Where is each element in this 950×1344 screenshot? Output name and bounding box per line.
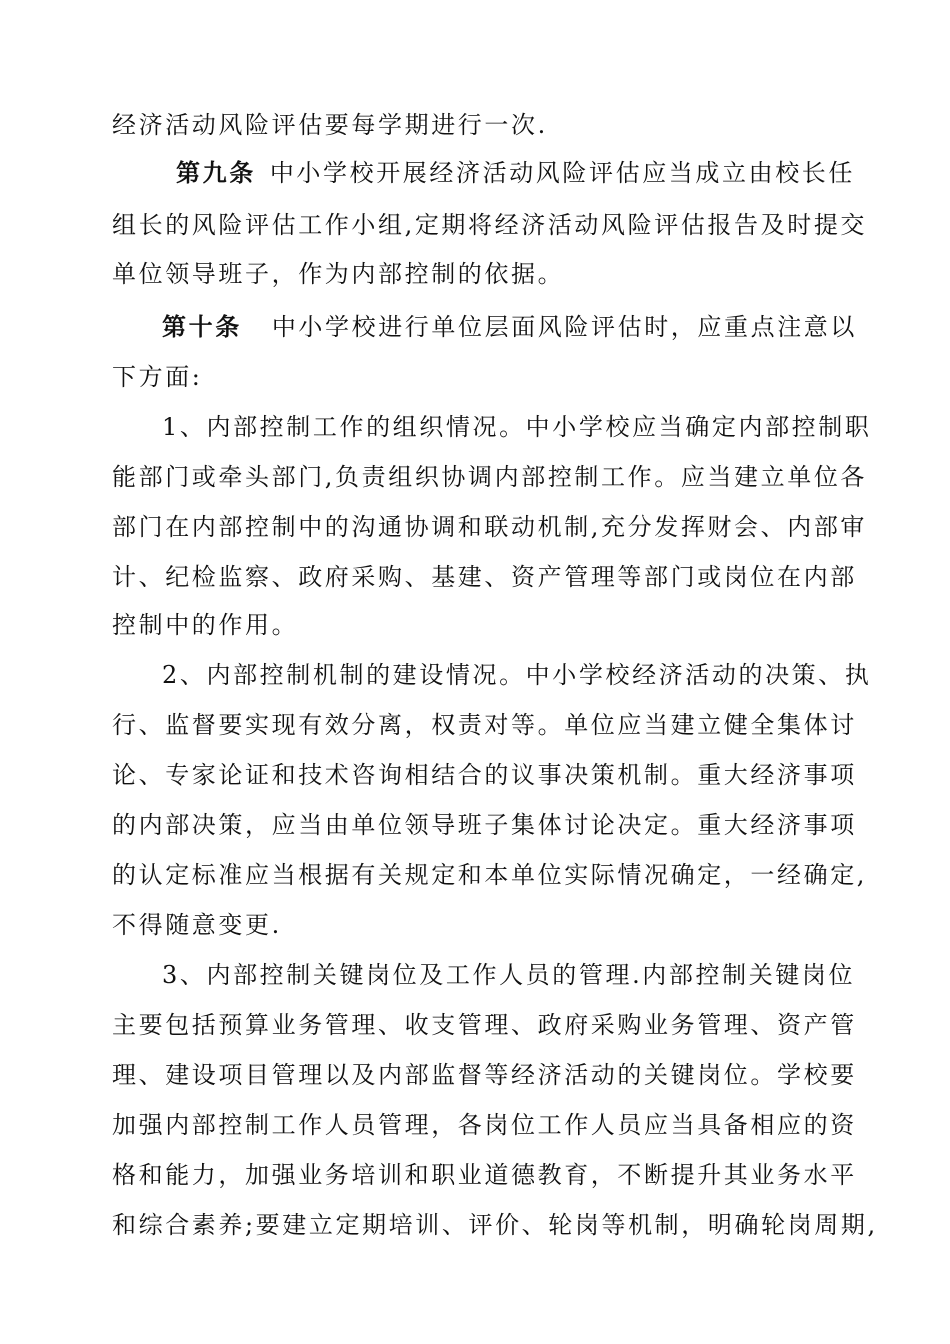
- text-line-15: 行、监督要实现有效分离，权责对等。单位应当建立健全集体讨: [112, 711, 857, 739]
- article-10-line: [162, 312, 858, 342]
- article-9-line: [176, 158, 856, 188]
- article-9-heading: 第九条: [176, 159, 256, 187]
- article-9-text: 中小学校开展经济活动风险评估应当成立由校长任: [269, 159, 856, 187]
- text-line-21: 主要包括预算业务管理、收支管理、政府采购业务管理、资产管: [112, 1011, 857, 1039]
- text-line-20: 3、内部控制关键岗位及工作人员的管理.内部控制关键岗位: [162, 961, 856, 989]
- text-line-12: 计、纪检监察、政府采购、基建、资产管理等部门或岗位在内部: [112, 563, 857, 591]
- text-line-23: 加强内部控制工作人员管理，各岗位工作人员应当具备相应的资: [112, 1111, 857, 1139]
- text-line-14: 2、内部控制机制的建设情况。中小学校经济活动的决策、执: [162, 661, 872, 689]
- text-line-11: 部门在内部控制中的沟通协调和联动机制,充分发挥财会、内部审: [112, 513, 868, 541]
- text-line-5: 单位领导班子，作为内部控制的依据。: [112, 260, 565, 288]
- text-line-8: 下方面:: [112, 363, 203, 391]
- text-line-10: 能部门或牵头部门,负责组织协调内部控制工作。应当建立单位各: [112, 463, 868, 491]
- article-10-text: 中小学校进行单位层面风险评估时，应重点注意以: [271, 313, 858, 341]
- text-line-16: 论、专家论证和技术咨询相结合的议事决策机制。重大经济事项: [112, 761, 857, 789]
- text-line-13: 控制中的作用。: [112, 611, 299, 639]
- text-line-22: 理、建设项目管理以及内部监督等经济活动的关键岗位。学校要: [112, 1061, 857, 1089]
- text-line-25: 和综合素养;要建立定期培训、评价、轮岗等机制，明确轮岗周期,: [112, 1211, 878, 1239]
- text-line-19: 不得随意变更.: [112, 911, 282, 939]
- text-line-24: 格和能力，加强业务培训和职业道德教育，不断提升其业务水平: [112, 1161, 857, 1189]
- text-line-9: 1、内部控制工作的组织情况。中小学校应当确定内部控制职: [162, 413, 872, 441]
- text-line-18: 的认定标准应当根据有关规定和本单位实际情况确定，一经确定,: [112, 861, 868, 889]
- text-line-4: 组长的风险评估工作小组,定期将经济活动风险评估报告及时提交: [112, 211, 868, 239]
- article-10-heading: 第十条: [162, 313, 242, 341]
- text-line-17: 的内部决策，应当由单位领导班子集体讨论决定。重大经济事项: [112, 811, 857, 839]
- text-line-1: 经济活动风险评估要每学期进行一次.: [112, 111, 548, 139]
